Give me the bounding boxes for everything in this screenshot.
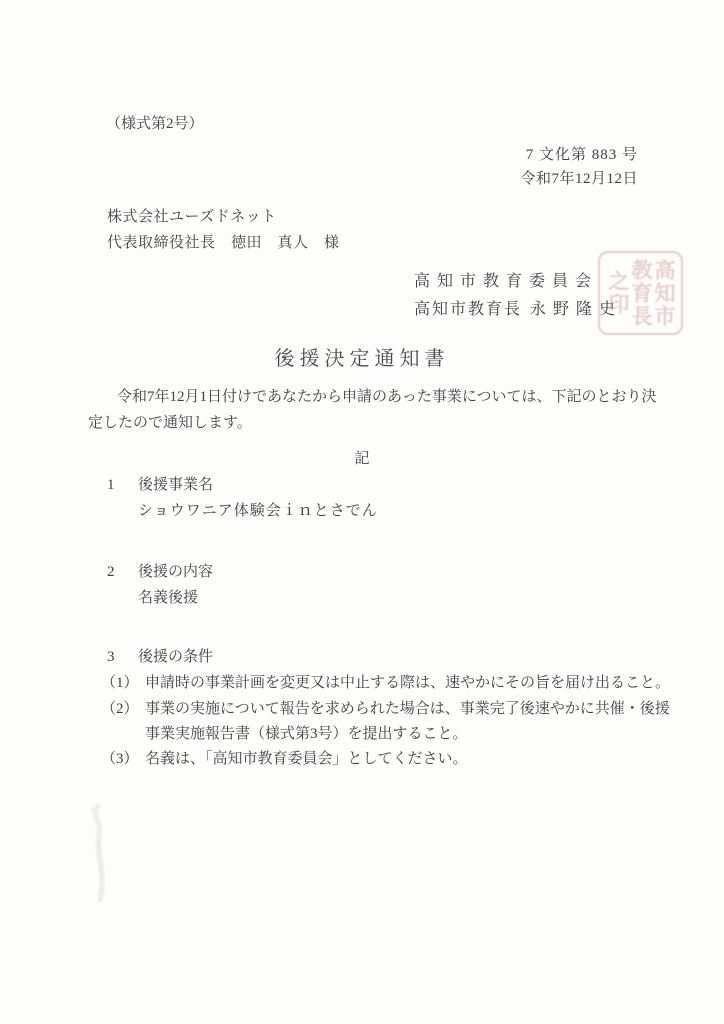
sender-signature-line [414, 300, 622, 319]
scan-smudge-artifact [72, 796, 132, 916]
section-3-number: 3 [107, 649, 115, 665]
condition-3 [101, 750, 468, 768]
seal-text-column-1: 高知市 [652, 258, 676, 328]
issue-date: 令和7年12月12日 [520, 171, 638, 187]
sender-title: 高知市教育長 [414, 301, 523, 318]
condition-3-text: 名義は、「高知市教育委員会」としてください。 [145, 751, 468, 767]
seal-text-column-2: 教育長 [629, 258, 653, 328]
sender-organization: 高知市教育委員会 [414, 273, 599, 290]
body-paragraph-line-1: 令和7年12月1日付けであなたから申請のあった事業については、下記のとおり決 [117, 389, 657, 405]
recipient-company: 株式会社ユーズドネット [107, 209, 277, 225]
document-title: 後援決定通知書 [274, 348, 450, 370]
section-2-content: 名義後援 [138, 590, 199, 606]
body-paragraph-line-2: 定したので通知します。 [88, 415, 252, 431]
condition-1-number: （1） [101, 675, 139, 691]
sender-name: 永野隆史 [530, 301, 623, 318]
section-2-heading [107, 563, 213, 581]
section-1-content: ショウワニア体験会ｉｎとさでん [138, 503, 378, 519]
section-1-heading [107, 476, 213, 494]
section-1-label: 後援事業名 [138, 477, 214, 493]
condition-2 [101, 700, 670, 718]
form-number: （様式第2号） [106, 116, 204, 132]
document-number: 7 文化第 883 号 [525, 147, 638, 163]
section-2-label: 後援の内容 [138, 564, 214, 580]
condition-3-number: （3） [101, 751, 139, 767]
condition-2-number: （2） [101, 701, 139, 717]
condition-2-text-line-1: 事業の実施について報告を求められた場合は、事業完了後速やかに共催・後援 [145, 701, 670, 717]
condition-1-text: 申請時の事業計画を変更又は中止する際は、速やかにその旨を届け出ること。 [145, 675, 671, 691]
section-3-heading [107, 648, 213, 666]
official-seal-stamp [598, 251, 683, 335]
condition-2-text-line-2: 事業実施報告書（様式第3号）を提出すること。 [145, 726, 468, 742]
section-2-number: 2 [107, 564, 115, 580]
ki-marker: 記 [354, 451, 370, 467]
seal-text-column-3: 之印 [606, 270, 630, 316]
recipient-person: 代表取締役社長 徳田 真人 様 [107, 235, 340, 251]
condition-1 [101, 674, 670, 692]
section-1-number: 1 [107, 477, 115, 493]
section-3-label: 後援の条件 [138, 649, 214, 665]
